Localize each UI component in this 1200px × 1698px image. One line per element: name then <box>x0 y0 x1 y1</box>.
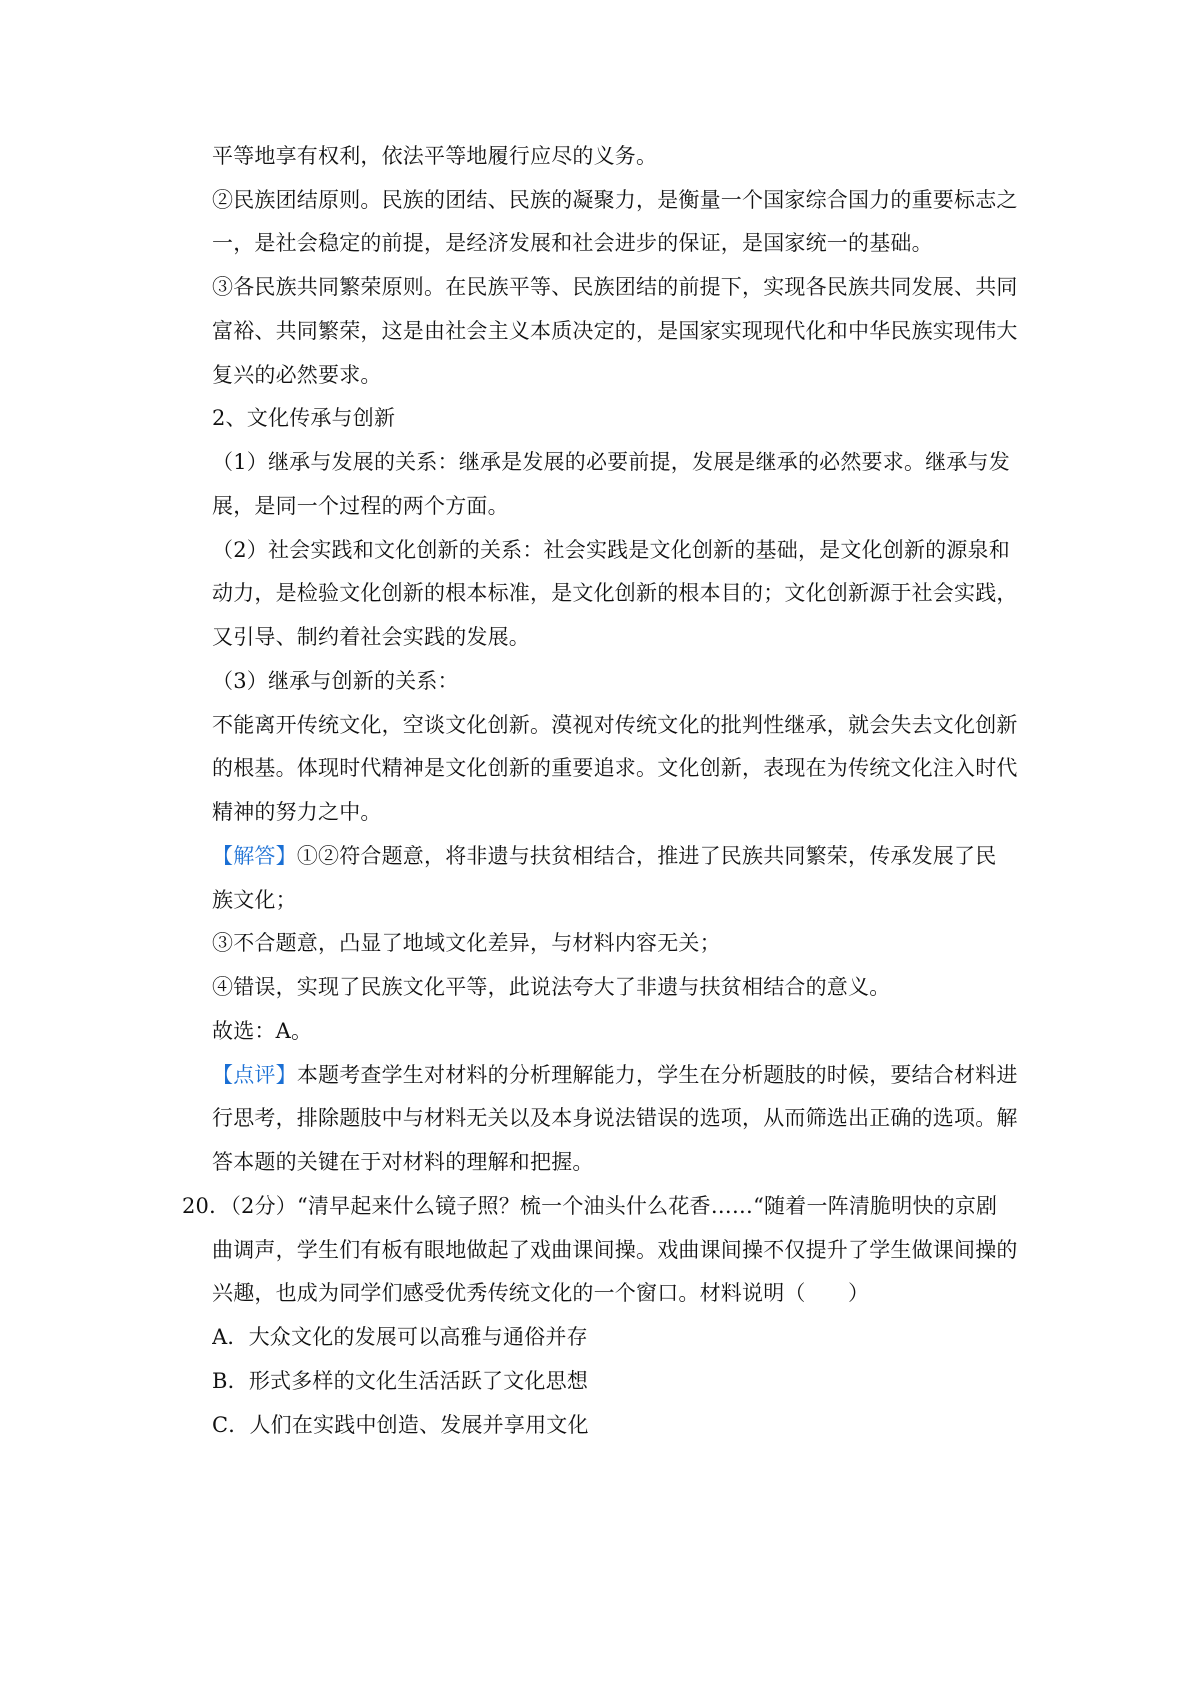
text-line: 不能离开传统文化，空谈文化创新。漠视对传统文化的批判性继承，就会失去文化创新 <box>212 713 1018 737</box>
comment-tag: 【点评】 <box>212 1063 297 1087</box>
answer-line: ④错误，实现了民族文化平等，此说法夸大了非遗与扶贫相结合的意义。 <box>212 975 891 999</box>
text-line: （3）继承与创新的关系： <box>212 669 459 693</box>
text-line: 平等地享有权利，依法平等地履行应尽的义务。 <box>212 144 658 168</box>
text-line: 又引导、制约着社会实践的发展。 <box>212 625 530 649</box>
comment-text: 本题考查学生对材料的分析理解能力，学生在分析题肢的时候，要结合材料进 <box>296 1063 1018 1087</box>
text-line: 动力，是检验文化创新的根本标准，是文化创新的根本目的；文化创新源于社会实践， <box>212 581 1018 605</box>
answer-choice: 故选：A。 <box>212 1019 313 1043</box>
text-line: ③各民族共同繁荣原则。在民族平等、民族团结的前提下，实现各民族共同发展、共同 <box>212 275 1018 299</box>
question-number: 20． <box>182 1194 231 1218</box>
option-c: C．人们在实践中创造、发展并享用文化 <box>212 1413 589 1437</box>
text-line: 展，是同一个过程的两个方面。 <box>212 494 509 518</box>
option-a: A．大众文化的发展可以高雅与通俗并存 <box>212 1325 588 1349</box>
section-heading: 2、文化传承与创新 <box>212 406 396 430</box>
option-b: B．形式多样的文化生活活跃了文化思想 <box>212 1369 589 1393</box>
text-line: 复兴的必然要求。 <box>212 363 382 387</box>
text-line: 一，是社会稳定的前提，是经济发展和社会进步的保证，是国家统一的基础。 <box>212 231 933 255</box>
question-20-line <box>182 1182 1032 1230</box>
answer-line <box>212 832 1032 880</box>
answer-line: ③不合题意，凸显了地域文化差异，与材料内容无关； <box>212 931 721 955</box>
question-line: 兴趣，也成为同学们感受优秀传统文化的一个窗口。材料说明（ ） <box>212 1281 870 1305</box>
text-line: 的根基。体现时代精神是文化创新的重要追求。文化创新，表现在为传统文化注入时代 <box>212 756 1018 780</box>
answer-line: 族文化； <box>212 888 297 912</box>
answer-text: ①②符合题意，将非遗与扶贫相结合，推进了民族共同繁荣，传承发展了民 <box>296 844 997 868</box>
question-stem: （2分）“清早起来什么镜子照？梳一个油头什么花香……“随着一阵清脆明快的京剧 <box>230 1194 998 1218</box>
text-line: （2）社会实践和文化创新的关系：社会实践是文化创新的基础，是文化创新的源泉和 <box>212 538 1010 562</box>
text-line: （1）继承与发展的关系：继承是发展的必要前提，发展是继承的必然要求。继承与发 <box>212 450 1010 474</box>
answer-tag: 【解答】 <box>212 844 297 868</box>
text-line: 富裕、共同繁荣，这是由社会主义本质决定的，是国家实现现代化和中华民族实现伟大 <box>212 319 1018 343</box>
comment-line: 答本题的关键在于对材料的理解和把握。 <box>212 1150 594 1174</box>
text-line: 精神的努力之中。 <box>212 800 382 824</box>
text-line: ②民族团结原则。民族的团结、民族的凝聚力，是衡量一个国家综合国力的重要标志之 <box>212 188 1018 212</box>
comment-line: 行思考，排除题肢中与材料无关以及本身说法错误的选项，从而筛选出正确的选项。解 <box>212 1106 1018 1130</box>
question-line: 曲调声，学生们有板有眼地做起了戏曲课间操。戏曲课间操不仅提升了学生做课间操的 <box>212 1238 1018 1262</box>
comment-line <box>212 1051 1032 1099</box>
